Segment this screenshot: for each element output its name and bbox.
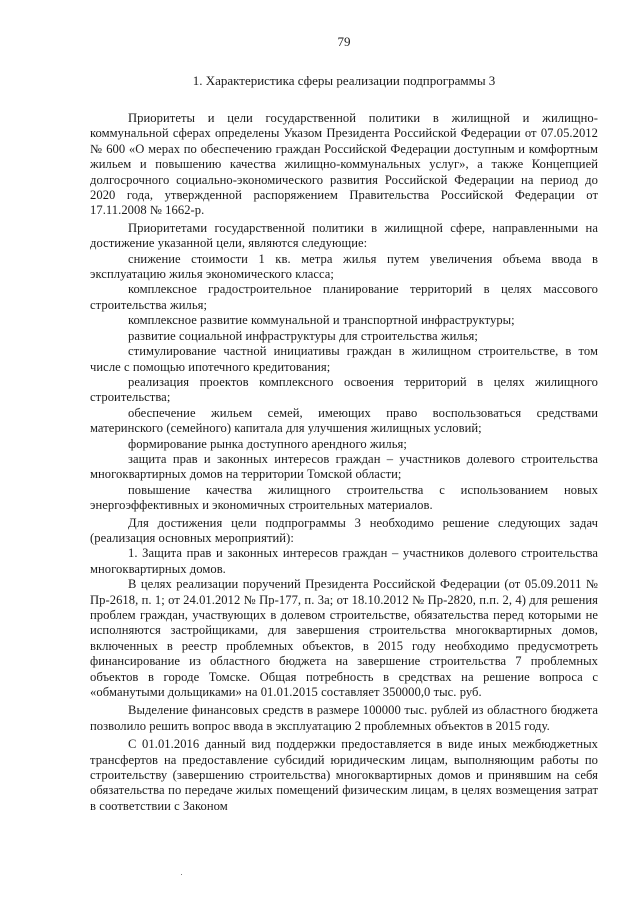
paragraph-task-1: 1. Защита прав и законных интересов граждан – участников долевого строительства многоквартирных домов. xyxy=(90,546,598,576)
paragraph-priorities: Приоритеты и цели государственной политики в жилищной и жилищно-коммунальной сферах определены Указом Президента Российской Федерации от 07.05.2012 № 600 «О мерах по обеспечению граждан Российской Федерации доступным и комфортным жильем и повышению качества жилищно-коммунальных услуг», а также Концепцией долгосрочного социально-экономического развития Российской Федерации на период до 2020 года, утвержденной распоряжением Правительства Российской Федерации от 17.11.2008 № 1662-р. xyxy=(90,111,598,218)
paragraph-presidential-orders: В целях реализации поручений Президента Российской Федерации (от 05.09.2011 № Пр-2618, п. 1; от 24.01.2012 № Пр-177, п. 3а; от 18.10.2012 № Пр-2820, п.п. 2, 4) для решения проблем граждан, участвующих в долевом строительстве, обязательства перед которыми не исполняются застройщиками, для завершения строительства многоквартирных домов, включенных в реестр проблемных объектов, в 2015 году необходимо предусмотреть финансирование из областного бюджета на завершение строительства 7 проблемных объектов в городе Томске. Общая потребность в средствах на решение вопроса с «обманутыми дольщиками» на 01.01.2015 составляет 350000,0 тыс. руб. xyxy=(90,577,598,700)
section-title: 1. Характеристика сферы реализации подпрограммы 3 xyxy=(192,73,496,88)
list-item: обеспечение жильем семей, имеющих право воспользоваться средствами материнского (семейного) капитала для улучшения жилищных условий; xyxy=(90,405,598,436)
list-item: стимулирование частной инициативы граждан в жилищном строительстве, в том числе с помощью ипотечного кредитования; xyxy=(90,344,598,374)
paragraph-priorities-intro: Приоритетами государственной политики в жилищной сфере, направленными на достижение указанной цели, являются следующие: xyxy=(90,220,598,251)
list-item: защита прав и законных интересов граждан – участников долевого строительства многоквартирных домов на территории Томской области; xyxy=(90,451,598,482)
paragraph-subsidies: С 01.01.2016 данный вид поддержки предоставляется в виде иных межбюджетных трансфертов на предоставление субсидий юридическим лицам, выполняющим работы по строительству (завершению строительства) многоквартирных домов и принявшим на себя обязательства по передаче жилых помещений физическим лицам, в целях возмещения затрат в соответствии с Законом xyxy=(90,737,598,813)
list-item: снижение стоимости 1 кв. метра жилья путем увеличения объема ввода в эксплуатацию жилья экономического класса; xyxy=(90,251,598,282)
paragraph-tasks-intro: Для достижения цели подпрограммы 3 необходимо решение следующих задач (реализация основных мероприятий): xyxy=(90,515,598,545)
paragraph-funding: Выделение финансовых средств в размере 100000 тыс. рублей из областного бюджета позволило решить вопрос ввода в эксплуатацию 2 проблемных объектов в 2015 году. xyxy=(90,703,598,733)
scan-speck xyxy=(181,874,182,875)
list-item: формирование рынка доступного арендного жилья; xyxy=(128,436,407,451)
list-item: повышение качества жилищного строительства с использованием новых энергоэффективных и экономичных строительных материалов. xyxy=(90,482,598,513)
list-item: развитие социальной инфраструктуры для строительства жилья; xyxy=(128,328,478,343)
list-item: комплексное градостроительное планирование территорий в целях массового строительства жилья; xyxy=(90,282,598,312)
page-number: 79 xyxy=(337,34,351,49)
list-item: реализация проектов комплексного освоения территорий в целях жилищного строительства; xyxy=(90,374,598,405)
list-item: комплексное развитие коммунальной и транспортной инфраструктуры; xyxy=(128,313,515,328)
